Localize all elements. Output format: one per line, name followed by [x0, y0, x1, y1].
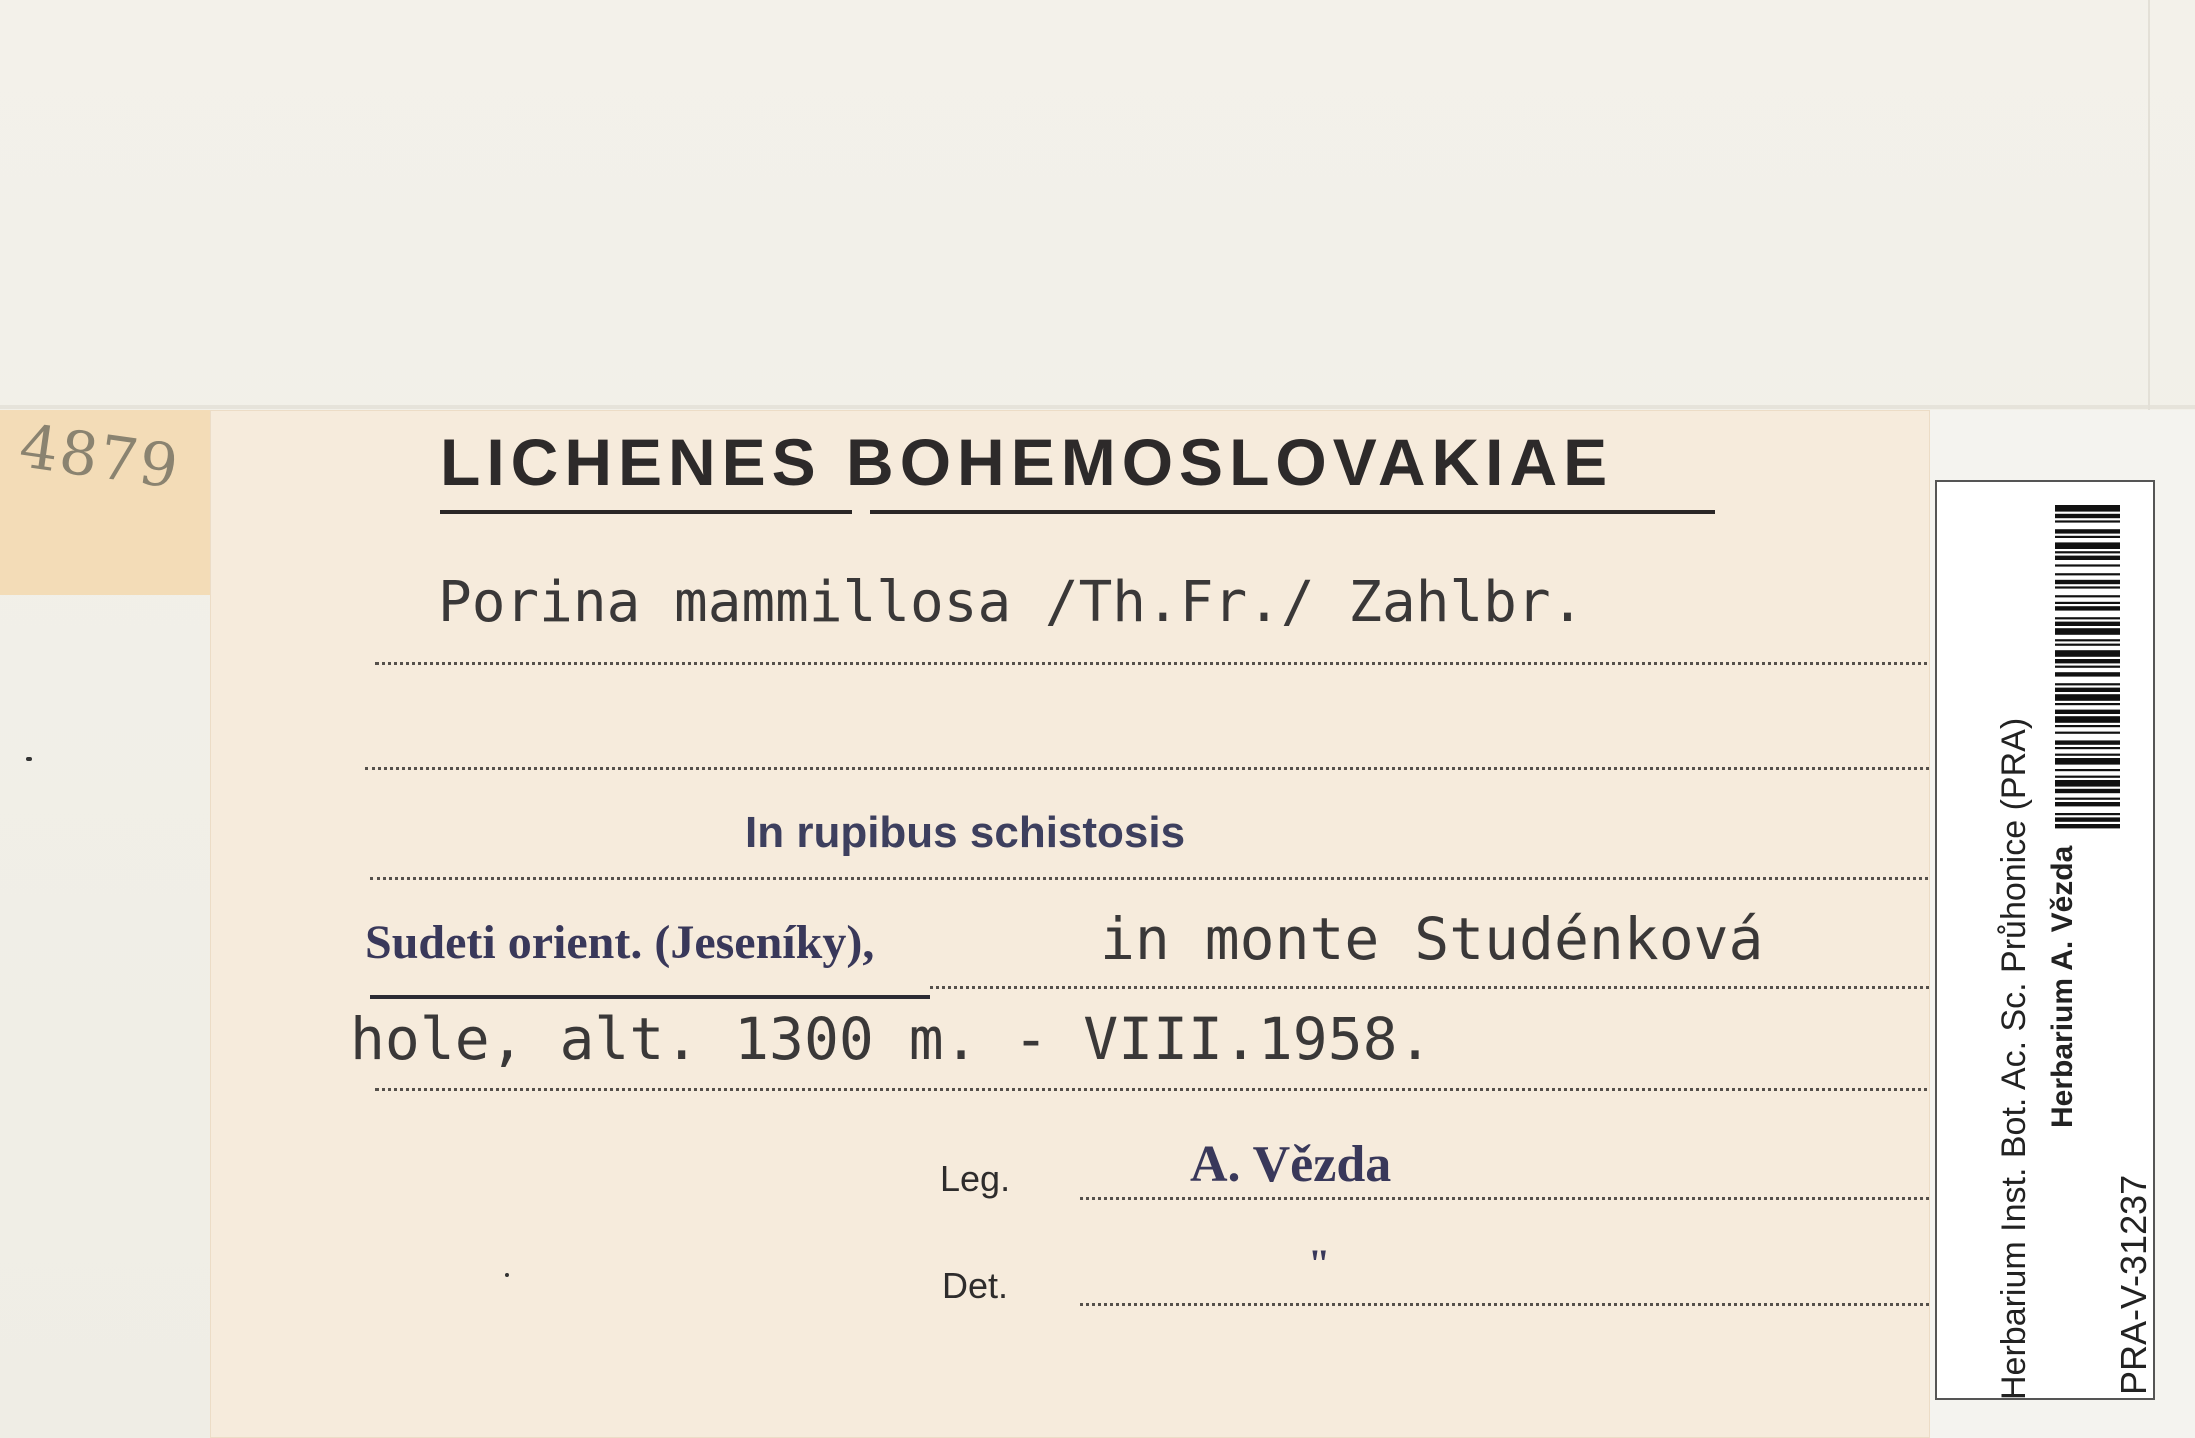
barcode-bar [2055, 747, 2120, 749]
barcode-bar [2055, 802, 2120, 806]
locality-stamp-underline [370, 995, 930, 999]
label-title: LICHENES BOHEMOSLOVAKIAE [440, 425, 1614, 499]
barcode-bar [2055, 644, 2120, 646]
barcode-bar [2055, 776, 2120, 778]
barcode-bar [2055, 542, 2120, 549]
locality-stamp: Sudeti orient. (Jeseníky), [365, 916, 875, 969]
det-value: " [1308, 1241, 1331, 1286]
dotted-line-4 [930, 986, 1995, 989]
ink-speck [26, 757, 32, 761]
det-label: Det. [942, 1265, 1009, 1306]
species-name: Porina mammillosa /Th.Fr./ Zahlbr. [438, 570, 1585, 635]
specimen-id-text: PRA-V-31237 [2113, 1174, 2154, 1395]
locality-line-1: in monte Studénková [1100, 905, 1764, 973]
barcode-bar [2055, 529, 2120, 533]
barcode-bar [2055, 725, 2120, 727]
barcode-bar [2055, 505, 2120, 512]
barcode-bar [2055, 580, 2120, 584]
dotted-line-5 [375, 1088, 1995, 1091]
title-rule-right [870, 510, 1715, 514]
barcode-bar [2055, 666, 2120, 668]
barcode-bar [2055, 754, 2120, 756]
barcode-bar [2055, 536, 2120, 538]
barcode [2055, 505, 2120, 1030]
barcode-bar [2055, 683, 2120, 685]
barcode-bar [2055, 740, 2120, 744]
barcode-bar [2055, 520, 2120, 522]
barcode-bar [2055, 688, 2120, 692]
collection-text: Herbarium A. Vězda [2046, 845, 2079, 1128]
leg-value: A. Vězda [1190, 1136, 1392, 1193]
barcode-bar [2055, 672, 2120, 676]
title-rule-left [440, 510, 852, 514]
dotted-line-1 [375, 662, 1995, 665]
barcode-bar [2055, 817, 2120, 821]
barcode-bar [2055, 595, 2120, 597]
barcode-bar [2055, 573, 2120, 575]
barcode-bar [2055, 586, 2120, 588]
dotted-line-3 [370, 877, 1995, 880]
barcode-bar [2055, 703, 2120, 705]
leg-dotted-line [1080, 1197, 1995, 1200]
barcode-bar [2055, 606, 2120, 610]
barcode-bar [2055, 716, 2120, 723]
barcode-bar [2055, 798, 2120, 800]
habitat-stamp: In rupibus schistosis [745, 808, 1186, 857]
barcode-bar [2055, 824, 2120, 828]
barcode-bar [2055, 514, 2120, 518]
barcode-bar [2055, 780, 2120, 787]
sheet-fold-edge [0, 405, 2195, 409]
barcode-bar [2055, 659, 2120, 663]
barcode-bar [2055, 617, 2120, 619]
dotted-line-2 [365, 767, 1995, 770]
barcode-bar [2055, 628, 2120, 635]
barcode-bar [2055, 564, 2120, 566]
barcode-bar [2055, 602, 2120, 604]
sheet-right-edge [2148, 0, 2150, 410]
barcode-bar [2055, 694, 2120, 701]
barcode-bar [2055, 551, 2120, 553]
barcode-bar [2055, 639, 2120, 641]
barcode-bar [2055, 556, 2120, 560]
barcode-bar [2055, 710, 2120, 714]
barcode-bar [2055, 758, 2120, 765]
label-tab-strip [0, 410, 210, 595]
barcode-bar [2055, 789, 2120, 793]
institution-text: Herbarium Inst. Bot. Ac. Sc. Průhonice (PRA) [1995, 717, 2033, 1400]
locality-line-2: hole, alt. 1300 m. - VIII.1958. [350, 1005, 1433, 1073]
specimen-label [210, 410, 1930, 1438]
handwritten-number: 4879 [15, 411, 185, 504]
ink-speck [505, 1273, 509, 1277]
barcode-bar [2055, 622, 2120, 626]
leg-label: Leg. [940, 1158, 1011, 1199]
barcode-bar [2055, 769, 2120, 771]
barcode-bar [2055, 813, 2120, 815]
barcode-bar [2055, 732, 2120, 734]
barcode-bar [2055, 650, 2120, 657]
det-dotted-line [1080, 1303, 1995, 1306]
